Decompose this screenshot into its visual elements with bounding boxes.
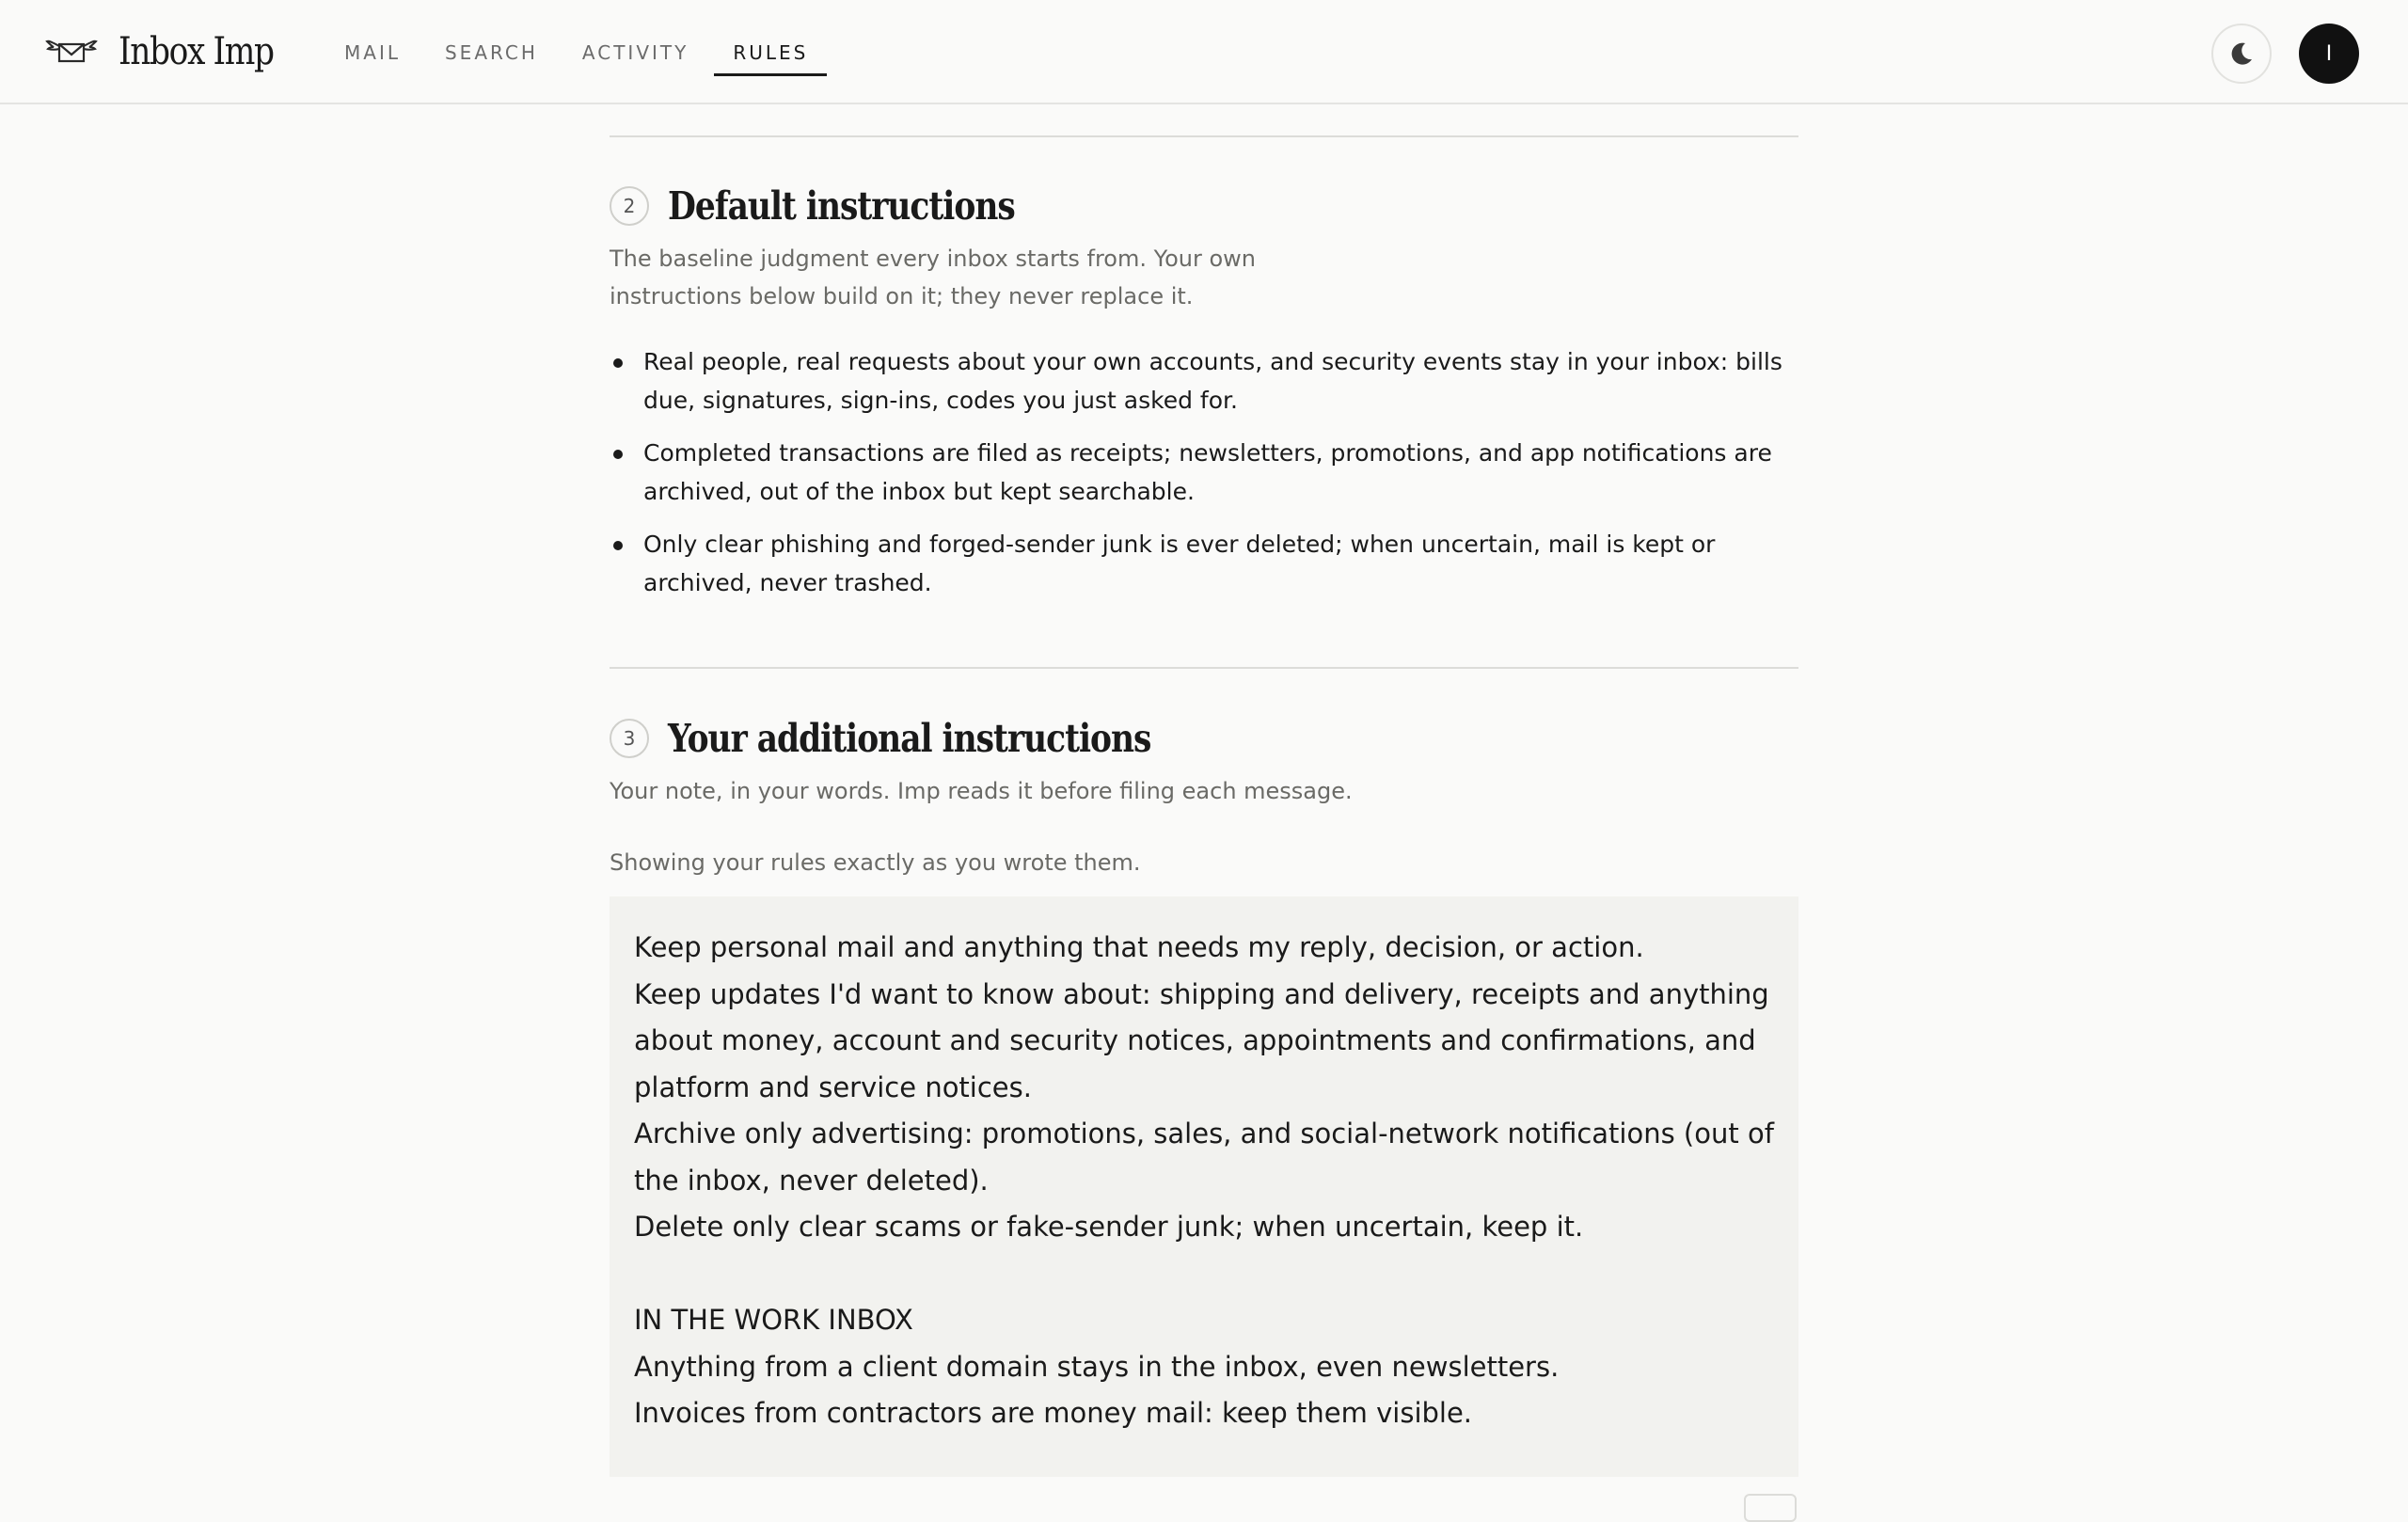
brand[interactable] (45, 21, 298, 83)
user-rules-note[interactable] (610, 896, 1798, 1477)
default-section-title: Default instructions (668, 183, 1015, 229)
nav-search[interactable] (426, 0, 557, 104)
main-nav (325, 0, 833, 104)
note-line: IN THE WORK INBOX (634, 1304, 913, 1336)
moon-icon (2227, 40, 2256, 68)
nav-activity-label: ACTIVITY (581, 40, 689, 64)
default-rules-list (610, 342, 1798, 616)
edit-rules-button[interactable] (1744, 1494, 1797, 1522)
additional-section-header (610, 716, 1243, 761)
avatar[interactable] (2299, 24, 2359, 84)
additional-section-title: Your additional instructions (668, 716, 1151, 761)
note-line: Keep personal mail and anything that needs my reply, decision, or action. (634, 931, 1644, 963)
note-line (634, 1251, 1776, 1298)
note-line: Keep updates I'd want to know about: shipping and delivery, receipts and anything about money, account and security notices, appointments and confirmations, and platform and service notices. (634, 977, 1769, 1103)
note-line: Invoices from contractors are money mail: keep them visible. (634, 1397, 1473, 1429)
step-badge (610, 719, 649, 758)
default-section-header (610, 183, 1081, 229)
nav-mail-label: MAIL (344, 40, 401, 64)
nav-search-label: SEARCH (444, 40, 538, 64)
section-divider (610, 667, 1798, 669)
section-divider (610, 135, 1798, 137)
note-line: Delete only clear scams or fake-sender junk; when uncertain, keep it. (634, 1211, 1584, 1243)
top-bar (0, 0, 2408, 104)
list-item: Completed transactions are filed as receipts; newsletters, promotions, and app notifications are archived, out of the inbox but kept searchable. (610, 434, 1798, 511)
nav-mail[interactable] (325, 0, 420, 104)
theme-toggle-button[interactable] (2211, 24, 2272, 84)
winged-envelope-icon (45, 36, 98, 68)
nav-activity[interactable] (563, 0, 707, 104)
step-badge (610, 186, 649, 226)
nav-rules[interactable] (714, 0, 827, 104)
step-number: 2 (623, 195, 636, 217)
note-line: Archive only advertising: promotions, sales, and social-network notifications (out of the inbox, never deleted). (634, 1118, 1774, 1197)
default-section-description: The baseline judgment every inbox starts from. Your own instructions below build on it; they never replace it. (610, 246, 1257, 309)
avatar-initial: I (2325, 41, 2333, 66)
list-item: Real people, real requests about your own accounts, and security events stay in your inbox: bills due, signatures, sign-ins, codes you just asked for. (610, 342, 1798, 420)
list-item: Only clear phishing and forged-sender junk is ever deleted; when uncertain, mail is kept or archived, never trashed. (610, 525, 1798, 602)
additional-section-description: Your note, in your words. Imp reads it before filing each message. (610, 778, 1353, 804)
note-line: Anything from a client domain stays in the inbox, even newsletters. (634, 1350, 1560, 1383)
step-number: 3 (623, 727, 636, 750)
nav-rules-label: RULES (733, 40, 809, 64)
showing-rules-note: Showing your rules exactly as you wrote them. (610, 849, 1141, 876)
app-name: Inbox Imp (119, 30, 274, 73)
